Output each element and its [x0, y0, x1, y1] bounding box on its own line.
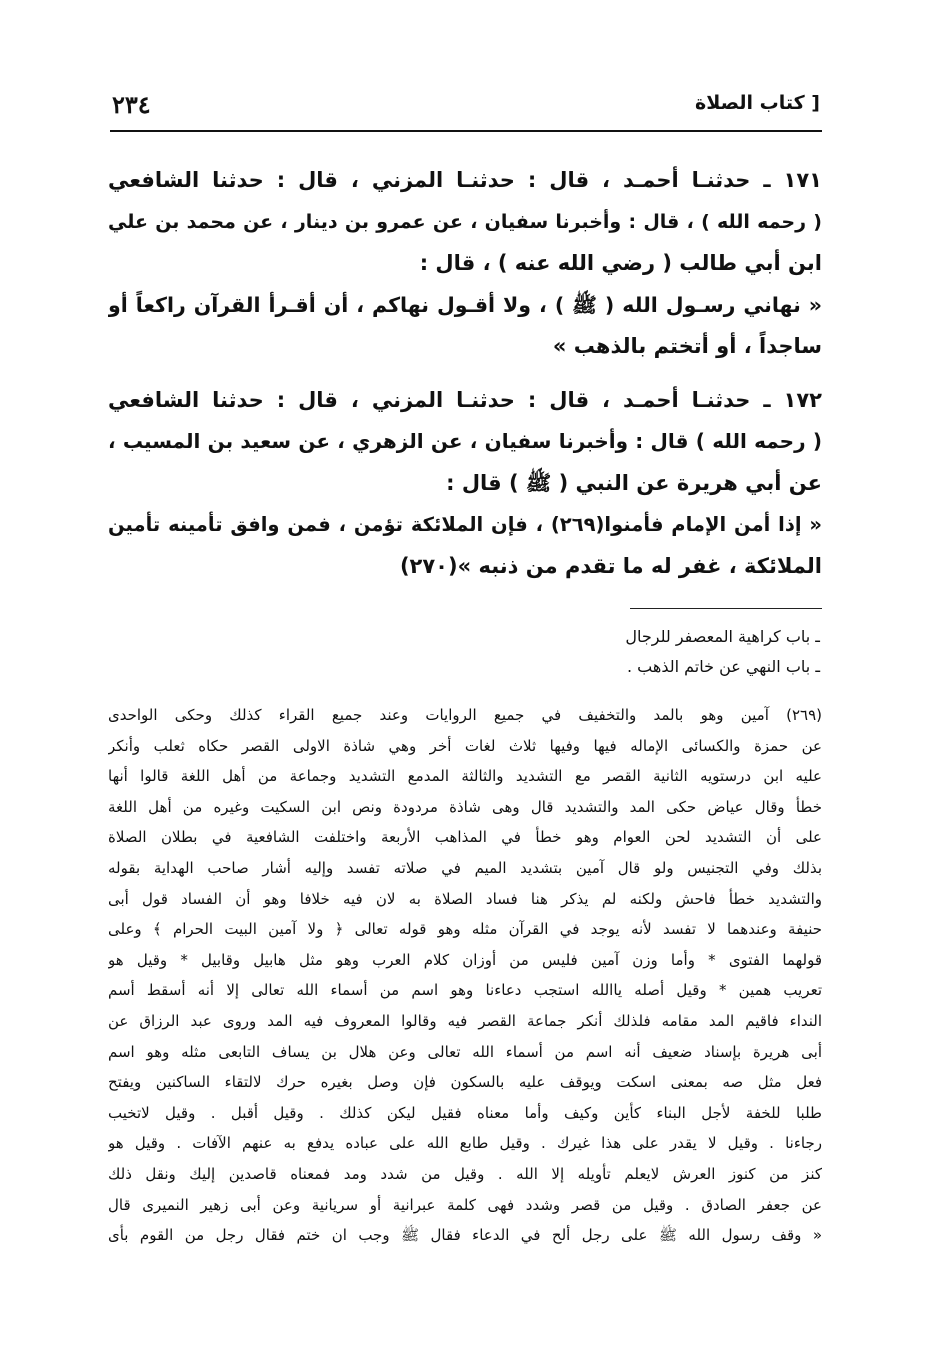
text-line: عن أبي هريرة عن النبي ( ﷺ ) قال : [446, 470, 822, 495]
main-text [108, 160, 822, 599]
text-line: ساجداً ، أو أتختم بالذهب » [552, 334, 822, 358]
footnote-line: حنيفة وعندهما لا تفسد لأنه يوجد في القرآن مثله وهو قوله تعالى ﴿ ولا آمين البيت الحرام ﴾ وعلى [108, 920, 822, 939]
running-title: [ كتاب الصلاة [695, 92, 820, 114]
text-line: ( رحمه الله ) ، قال : وأخبرنا سفيان ، عن عمرو بن دينار ، عن محمد بن علي [108, 210, 822, 233]
text-line: « نهاني رسـول الله ( ﷺ ) ، ولا أقـول نهاكم ، أن أقـرأ القرآن راكعاً أو [108, 292, 822, 317]
chapter-note: ـ باب النهي عن خاتم الذهب . [627, 657, 820, 676]
footnote-separator [630, 608, 822, 609]
text-line: ١٧١ ـ حدثنـا أحمـد ، قال : حدثنـا المزني ، قال : حدثنا الشافعي [108, 168, 822, 192]
hadith-172 [108, 380, 822, 588]
footnote-line: رجاءنا . وقيل لا يقدر على هذا غيرك . وقيل طابع الله على عباده يدفع به عنهم الآفات . وقيل هو [108, 1134, 822, 1153]
footnote-line: النداء فاقيم المد مقامه فلذلك أنكر جماعة القصر فيه وقالوا المعروف فيه المد وروى عبد الرزاق عن [108, 1011, 822, 1030]
chapter-note: ـ باب كراهية المعصفر للرجال [625, 627, 820, 646]
footnote-line: على أن التشديد لحن العوام وهو خطأ في المذاهب الأربعة واختلفت الشافعية في بطلان الصلاة [108, 828, 822, 847]
page-number: ٢٣٤ [112, 90, 151, 119]
footnote-line: عن جعفر الصادق . وقيل من قصر وشدد فهى كلمة عبرانية أو سريانية وعن أبى زهير النميرى قال [108, 1195, 822, 1214]
text-line: ( رحمه الله ) قال : وأخبرنا سفيان ، عن الزهري ، عن سعيد بن المسيب ، [108, 429, 822, 453]
footnote-line: طلبا للخفة لأجل البناء كأين وكيف وأما معناه فقيل ليكن كذلك . وقيل أقبل . وقيل لاتخيب [108, 1103, 822, 1122]
footnote-line: « وقف رسول الله ﷺ على رجل ألح في الدعاء فقال ﷺ وجب ان ختم فقال رجل من القوم بأى [108, 1226, 822, 1245]
footnote-line: فعل مثل صه بمعنى اسكت ويوقف عليه بالسكون فإن وصل بغيره حرك لالتقاء الساكنين ويفتح [108, 1073, 822, 1092]
footnote-line: خطأ وقال عياض حكى المد والتشديد قال وهى شاذة مردودة ونص ابن السكيت وغيره من أهل اللغة [108, 797, 822, 816]
page-header [112, 88, 820, 130]
footnote-line: تعريب همين * وقيل أصله ياالله استجب دعاءنا وهو اسم من أسماء الله تعالى إلا أنه أسقط أسم [108, 981, 822, 1000]
text-line: الملائكة ، غفر له ما تقدم من ذنبه »(٢٧٠) [399, 553, 822, 578]
header-rule [110, 130, 822, 132]
footnote-line: أبى هريرة بإسناد ضعيف أنه اسم من أسماء الله تعالى وعن هلال بن يساف التابعى مثله وهو اسم [108, 1042, 822, 1061]
text-line: ابن أبي طالب ( رضي الله عنه ) ، قال : [419, 251, 822, 275]
footnote-line: عليه ابن درستويه الثانية القصر مع التشديد والثالثة المدمع التشديد وجماعة من أهل اللغة قالوا أنها [108, 767, 822, 786]
footnote-line: بذلك وفي التجنيس ولو قال آمين بتشديد الميم في صلاته تفسد وإليه أشار صاحب الهداية بقوله [108, 858, 822, 877]
footnote-269 [108, 700, 822, 1251]
text-line: « إذا أمن الإمام فأمنوا(٢٦٩) ، فإن الملائكة تؤمن ، فمن وافق تأمينه تأمين [108, 513, 822, 536]
footnote-line: كنز من كنوز العرش لايعلم تأويله إلا الله . وقيل من شدد ومد فمعناه قاصدين إليك ونقل ذلك [108, 1164, 822, 1183]
footnote-line: قولهما الفتوى * وأما وزن آمين فليس من أوزان كلام العرب وهو مثل هابيل وقابيل * وقيل هو [108, 950, 822, 969]
chapter-notes [250, 622, 820, 682]
hadith-171 [108, 160, 822, 368]
text-line: ١٧٢ ـ حدثنـا أحمـد ، قال : حدثنـا المزني ، قال : حدثنا الشافعي [108, 387, 822, 412]
footnote-line: عن حمزة والكسائى الإماله فيها وفيها ثلاث لغات أخر وهي شاذة الاولى القصر حكاه ثعلب وأنكر [108, 736, 822, 755]
footnote-line: (٢٦٩) آمين وهو بالمد والتخفيف في جميع الروايات وعند جميع القراء كذلك وحكى الواحدى [108, 706, 822, 724]
footnote-line: والتشديد خطأ فاحش ولكنه لم يذكر هنا فساد الصلاة به لان فيه خلافا وهو أن الفساد قول أبى [108, 889, 822, 908]
